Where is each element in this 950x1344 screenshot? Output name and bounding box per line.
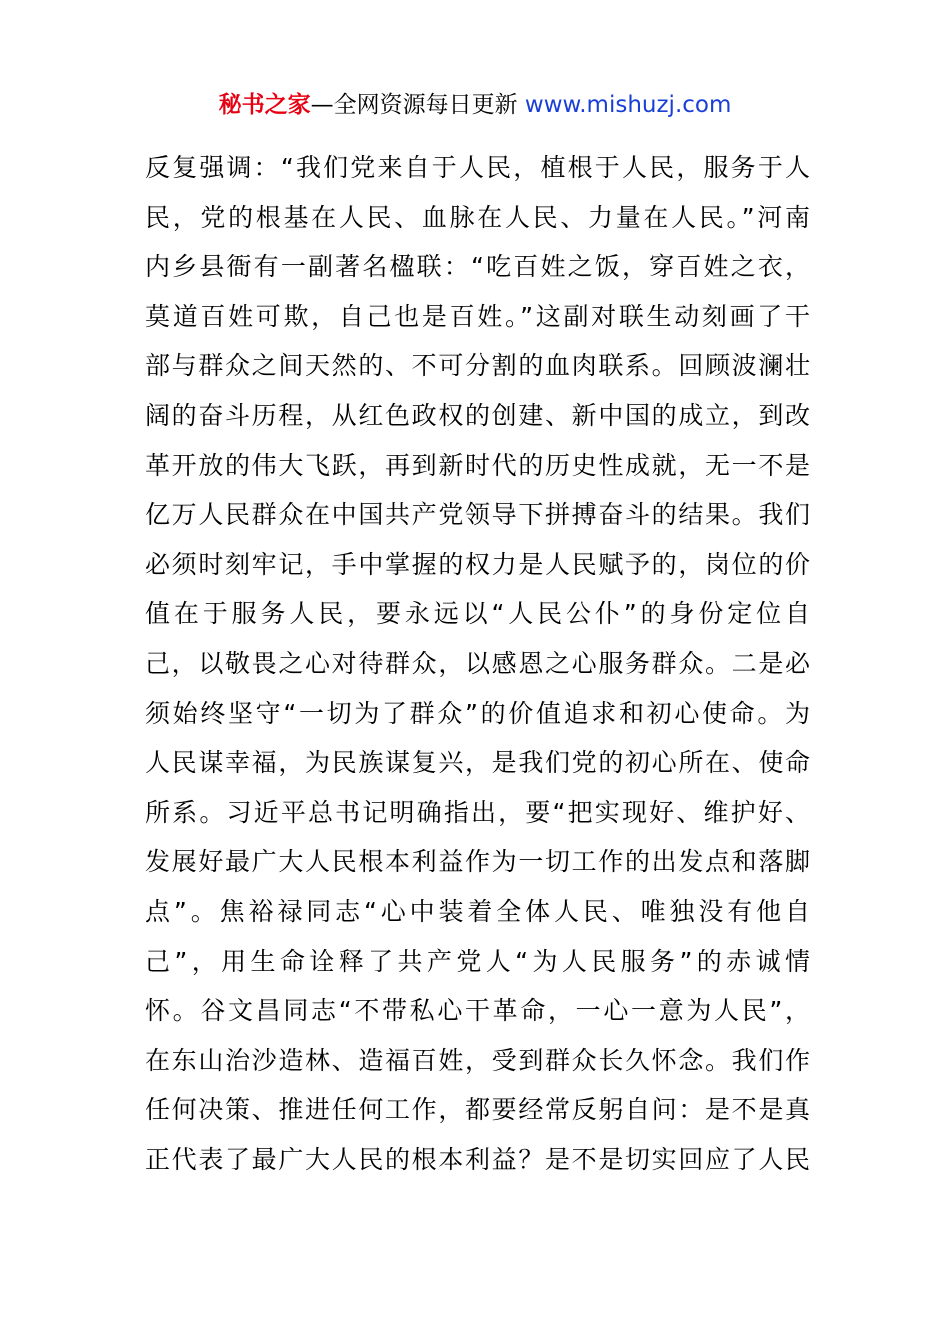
text-line: 人民谋幸福，为民族谋复兴，是我们党的初心所在、使命 <box>145 748 810 778</box>
text-line: 在东山治沙造林、造福百姓，受到群众长久怀念。我们作 <box>145 1045 810 1075</box>
site-tagline: —全网资源每日更新 <box>310 92 525 118</box>
text-line: 亿万人民群众在中国共产党领导下拼搏奋斗的结果。我们 <box>145 500 810 530</box>
text-line: 反复强调：“我们党来自于人民，植根于人民，服务于人 <box>145 153 810 182</box>
text-line: 内乡县衙有一副著名楹联：“吃百姓之饭，穿百姓之衣， <box>145 252 810 282</box>
document-body <box>145 143 810 1184</box>
text-line: 己”，用生命诠释了共产党人“为人民服务”的赤诚情 <box>145 946 810 976</box>
text-line: 必须时刻牢记，手中掌握的权力是人民赋予的，岗位的价 <box>145 549 810 579</box>
text-line: 值在于服务人民，要永远以“人民公仆”的身份定位自 <box>145 599 810 629</box>
text-line: 须始终坚守“一切为了群众”的价值追求和初心使命。为 <box>145 698 810 728</box>
site-brand: 秘书之家 <box>218 92 311 118</box>
text-line: 民，党的根基在人民、血脉在人民、力量在人民。”河南 <box>145 202 810 232</box>
text-line: 怀。谷文昌同志“不带私心干革命，一心一意为人民”， <box>145 996 810 1026</box>
text-line: 部与群众之间天然的、不可分割的血肉联系。回顾波澜壮 <box>145 351 810 381</box>
text-line: 所系。习近平总书记明确指出，要“把实现好、维护好、 <box>145 797 810 827</box>
text-line: 任何决策、推进任何工作，都要经常反躬自问：是不是真 <box>145 1095 810 1125</box>
text-line: 点”。焦裕禄同志“心中装着全体人民、唯独没有他自 <box>145 896 810 926</box>
site-url-link[interactable]: www.mishuzj.com <box>524 92 732 118</box>
text-line: 发展好最广大人民根本利益作为一切工作的出发点和落脚 <box>145 847 810 877</box>
text-line: 莫道百姓可欺，自己也是百姓。”这副对联生动刻画了干 <box>145 301 810 331</box>
site-header <box>0 88 950 122</box>
text-line: 阔的奋斗历程，从红色政权的创建、新中国的成立，到改 <box>145 400 810 430</box>
text-line: 己，以敬畏之心对待群众，以感恩之心服务群众。二是必 <box>145 648 810 678</box>
text-line: 正代表了最广大人民的根本利益？是不是切实回应了人民 <box>145 1144 810 1174</box>
text-line: 革开放的伟大飞跃，再到新时代的历史性成就，无一不是 <box>145 450 810 480</box>
